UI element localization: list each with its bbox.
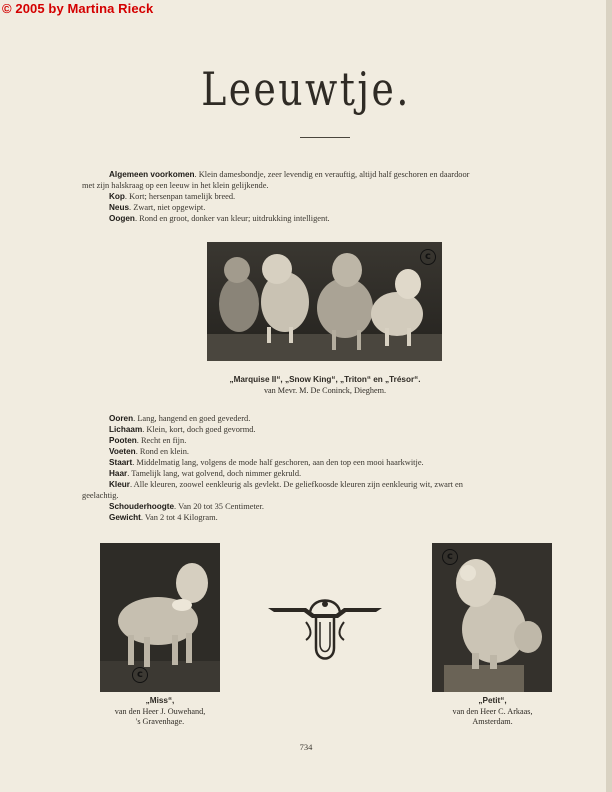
text-line: Ooren. Lang, hangend en goed gevederd. xyxy=(109,414,251,423)
copyright-stamp-icon: c xyxy=(420,249,436,265)
group-dog-names: „Marquise II“, „Snow King“, „Triton“ en „Trésor“. xyxy=(229,375,421,384)
text-line: Oogen. Rond en groot, donker van kleur; uitdrukking intelligent. xyxy=(109,214,330,223)
text-line: Kleur. Alle kleuren, zoowel eenkleurig als gevlekt. De geliefkoosde kleuren zijn eenkleurig wit, zwart en xyxy=(109,480,463,489)
text-line: Pooten. Recht en fijn. xyxy=(109,436,187,445)
petit-photo-caption xyxy=(420,696,565,728)
text-line: Kop. Kort; hersenpan tamelijk breed. xyxy=(109,192,236,201)
petit-owner-line: van den Heer C. Arkaas, xyxy=(452,706,533,716)
page-number: 734 xyxy=(299,742,313,752)
copyright-stamp-icon: c xyxy=(132,667,148,683)
text-line: geelachtig. xyxy=(82,491,119,500)
text-line: met zijn halskraag op een leeuw in het klein gelijkende. xyxy=(82,181,269,190)
petit-dog-illustration xyxy=(432,543,552,692)
miss-owner-city: 's Gravenhage. xyxy=(135,717,185,726)
miss-dog-name: „Miss“, xyxy=(145,696,175,705)
page-title: Leeuwtje. xyxy=(201,62,411,116)
petit-dog-name: „Petit“, xyxy=(478,696,507,705)
miss-dog-illustration xyxy=(100,543,220,692)
group-dog-owner: van Mevr. M. De Coninck, Dieghem. xyxy=(263,385,387,395)
text-line: Voeten. Rond en klein. xyxy=(109,447,189,456)
text-line: Neus. Zwart, niet opgewipt. xyxy=(109,203,206,212)
decorative-ornament-icon xyxy=(266,592,384,672)
text-line: Staart. Middelmatig lang, volgens de mode half geschoren, aan den top een mooi haarkwitje. xyxy=(109,458,424,467)
petit-owner-city: Amsterdam. xyxy=(472,717,513,726)
group-dog-illustration xyxy=(207,242,442,361)
details-text xyxy=(82,413,570,523)
intro-text xyxy=(82,169,570,224)
text-line: Haar. Tamelijk lang, wat golvend, doch nimmer gekruld. xyxy=(109,469,302,478)
text-line: Algemeen voorkomen. Klein damesbondje, zeer levendig en verauftig, altijd half geschoren en daardoor xyxy=(109,170,470,179)
group-photo-caption xyxy=(150,375,500,396)
text-line: Gewicht. Van 2 tot 4 Kilogram. xyxy=(109,513,218,522)
text-line: Lichaam. Klein, kort, doch goed gevormd. xyxy=(109,425,256,434)
text-line: Schouderhoogte. Van 20 tot 35 Centimeter. xyxy=(109,502,264,511)
miss-dog-photo xyxy=(100,543,220,692)
copyright-stamp-icon: c xyxy=(442,549,458,565)
title-rule xyxy=(300,137,350,138)
copyright-watermark: © 2005 by Martina Rieck xyxy=(2,1,154,16)
petit-dog-photo xyxy=(432,543,552,692)
page-edge-shadow xyxy=(606,0,612,792)
miss-owner-line: van den Heer J. Ouwehand, xyxy=(114,706,206,716)
miss-photo-caption xyxy=(95,696,225,728)
group-dog-photo xyxy=(207,242,442,361)
